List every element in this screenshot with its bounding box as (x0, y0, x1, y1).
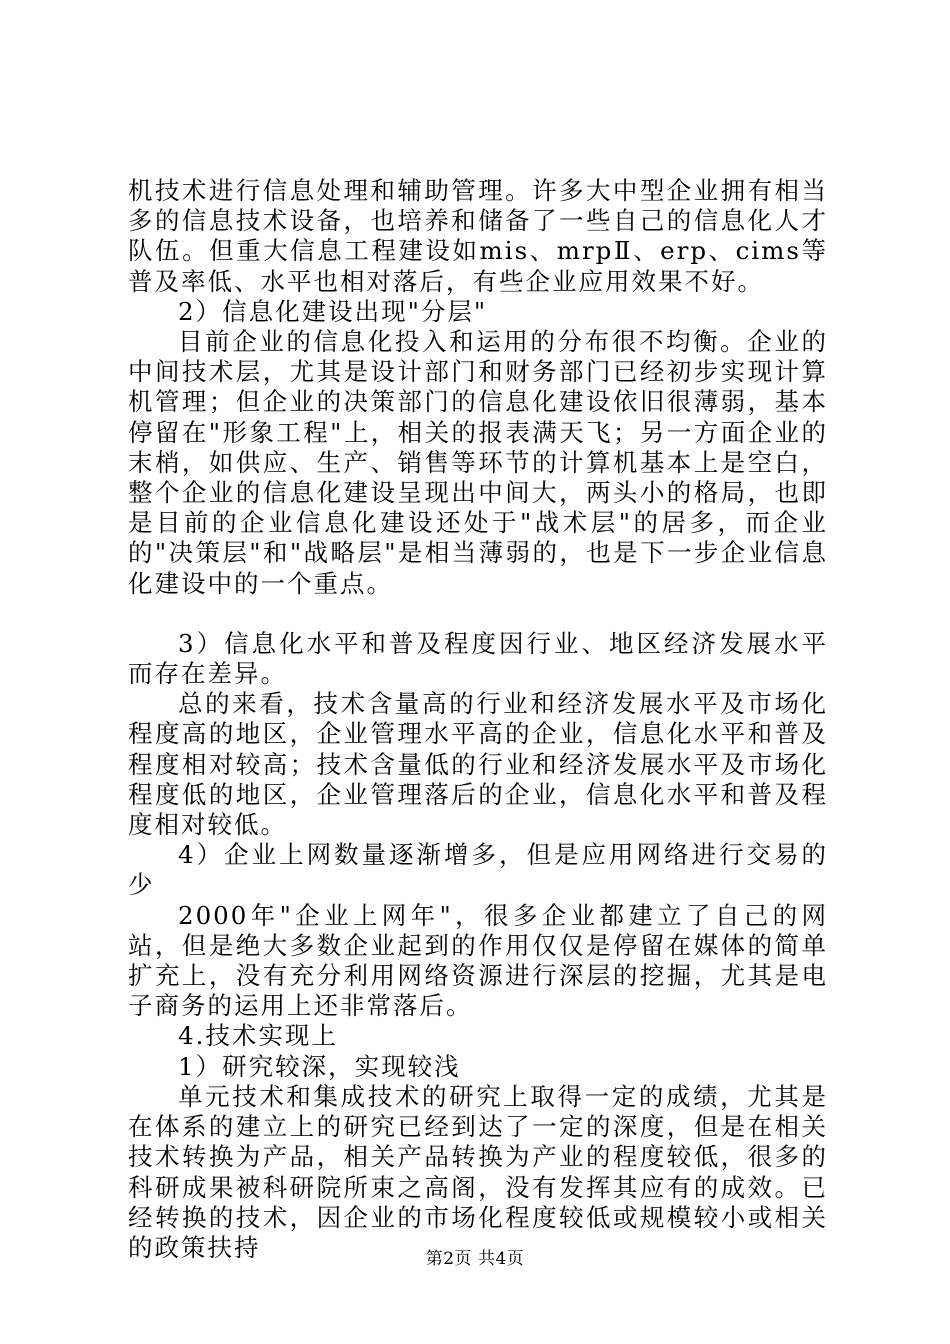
heading-disparity: 3）信息化水平和普及程度因行业、地区经济发展水平而存在差异。 (128, 628, 828, 689)
document-body (128, 176, 828, 1263)
paragraph-disparity: 总的来看，技术含量高的行业和经济发展水平及市场化程度高的地区，企业管理水平高的企业，信息化水平和普及程度相对较高；技术含量低的行业和经济发展水平及市场化程度低的地区，企业管理落后的企业，信息化水平和普及程度相对较低。 (128, 689, 828, 840)
section-heading-technology: 4.技术实现上 (178, 1021, 338, 1051)
paragraph-intro-continued: 机技术进行信息处理和辅助管理。许多大中型企业拥有相当多的信息技术设备，也培养和储备了一些自己的信息化人才队伍。但重大信息工程建设如mis、mrpⅡ、erp、cims等普及率低、水平也相对落后，有些企业应用效果不好。 (128, 176, 828, 296)
paragraph-research: 单元技术和集成技术的研究上取得一定的成绩，尤其是在体系的建立上的研究已经到达了一定的深度，但是在相关技术转换为产品，相关产品转换为产业的程度较低，很多的科研成果被科研院所束之高阁，没有发挥其应有的成效。已经转换的技术，因企业的市场化程度较低或规模较小或相关的政策扶持 (128, 1081, 828, 1262)
paragraph-online: 2000年"企业上网年"，很多企业都建立了自己的网站，但是绝大多数企业起到的作用仅仅是停留在媒体的简单扩充上，没有充分利用网络资源进行深层的挖掘，尤其是电子商务的运用上还非常落后。 (128, 900, 828, 1021)
heading-research: 1）研究较深，实现较浅 (178, 1051, 461, 1081)
heading-online: 4）企业上网数量逐渐增多，但是应用网络进行交易的少 (128, 840, 828, 900)
paragraph-layering: 目前企业的信息化投入和运用的分布很不均衡。企业的中间技术层，尤其是设计部门和财务部门已经初步实现计算机管理；但企业的决策部门的信息化建设依旧很薄弱，基本停留在"形象工程"上，相关的报表满天飞；另一方面企业的末梢，如供应、生产、销售等环节的计算机基本上是空白，整个企业的信息化建设呈现出中间大，两头小的格局，也即是目前的企业信息化建设还处于"战术层"的居多，而企业的"决策层"和"战略层"是相当薄弱的，也是下一步企业信息化建设中的一个重点。 (128, 327, 828, 598)
page-footer: 第2页 共4页 (425, 1249, 525, 1269)
heading-layering: 2）信息化建设出现"分层" (178, 296, 488, 326)
